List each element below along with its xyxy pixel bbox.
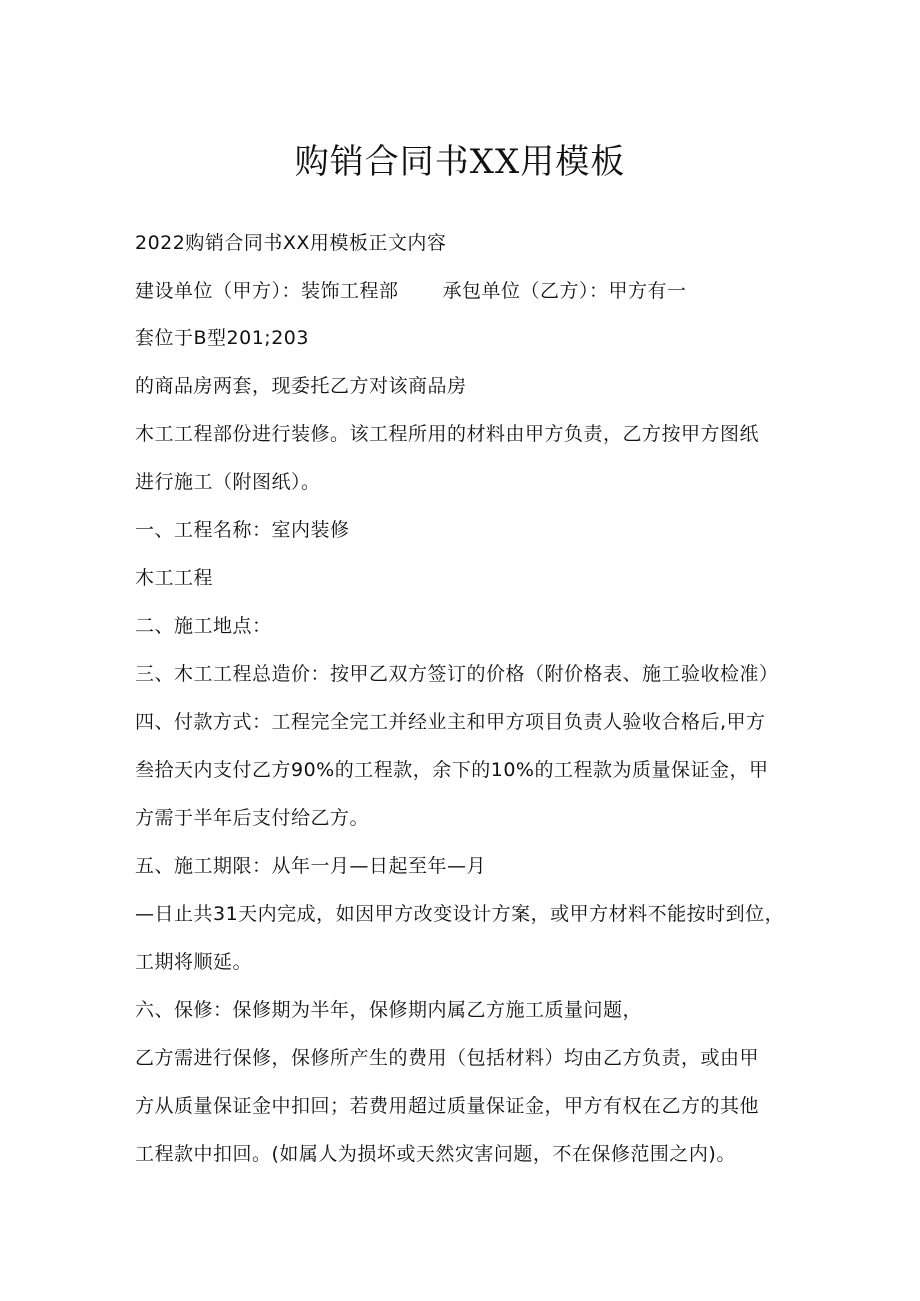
body-line: 套位于B型201;203 — [135, 327, 309, 349]
client-party-text: 建设单位（甲方）：装饰工程部 — [135, 280, 399, 302]
body-line: 工期将顺延。 — [135, 951, 253, 973]
section-heading: 五、施工期限：从年一月—日起至年—月 — [135, 855, 487, 877]
body-line: 的商品房两套，现委托乙方对该商品房 — [135, 375, 467, 397]
body-line: 方从质量保证金中扣回；若费用超过质量保证金，甲方有权在乙方的其他 — [135, 1095, 760, 1117]
body-line: 木工工程部份进行装修。该工程所用的材料由甲方负责，乙方按甲方图纸 — [135, 423, 760, 445]
body-line: 乙方需进行保修，保修所产生的费用（包括材料）均由乙方负责，或由甲 — [135, 1047, 760, 1069]
section-heading: 三、木工工程总造价：按甲乙双方签订的价格（附价格表、施工验收检准） — [135, 663, 779, 685]
body-line: —日止共31天内完成，如因甲方改变设计方案，或甲方材料不能按时到位， — [135, 903, 785, 925]
body-line: 工程款中扣回。(如属人为损坏或天然灾害问题，不在保修范围之内)。 — [135, 1143, 736, 1165]
section-heading: 四、付款方式：工程完全完工并经业主和甲方项目负责人验收合格后,甲方 — [135, 711, 766, 733]
body-line: 木工工程 — [135, 567, 214, 589]
body-line: 进行施工（附图纸）。 — [135, 471, 321, 493]
body-line: 方需于半年后支付给乙方。 — [135, 807, 370, 829]
contractor-party-text: 承包单位（乙方）：甲方有一 — [442, 280, 687, 302]
section-heading: 六、保修：保修期为半年，保修期内属乙方施工质量问题， — [135, 999, 643, 1021]
parties-line — [135, 277, 815, 305]
section-heading: 一、工程名称：室内装修 — [135, 519, 350, 541]
body-line: 叁拾天内支付乙方90%的工程款，余下的10%的工程款为质量保证金，甲 — [135, 759, 769, 781]
intro-line: 2022购销合同书XX用模板正文内容 — [135, 232, 447, 254]
section-heading: 二、施工地点： — [135, 615, 272, 637]
page-title: 购销合同书XX用模板 — [294, 142, 626, 182]
